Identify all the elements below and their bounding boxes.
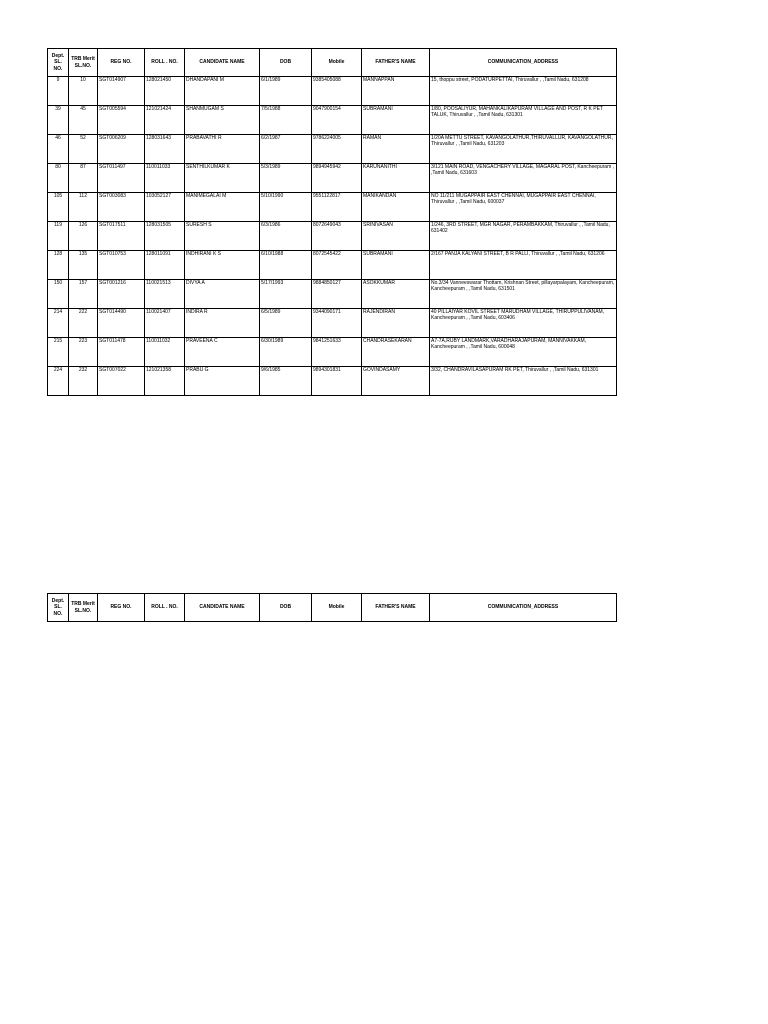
cell-reg-no: SGT014490 bbox=[98, 309, 145, 338]
cell-roll-no: 110021513 bbox=[145, 280, 185, 309]
cell-dob: 6/1/1989 bbox=[260, 77, 312, 106]
cell-reg-no: SGT003083 bbox=[98, 193, 145, 222]
cell-dob: 6/5/1989 bbox=[260, 309, 312, 338]
cell-reg-no: SGT011478 bbox=[98, 338, 145, 367]
cell-roll-no: 121021358 bbox=[145, 367, 185, 396]
cell-dept-sl-no: 214 bbox=[48, 309, 69, 338]
cell-trb-merit-sl-no: 10 bbox=[69, 77, 98, 106]
cell-dob: 9/6/1985 bbox=[260, 367, 312, 396]
header-fathers-name: FATHER'S NAME bbox=[362, 594, 430, 622]
table-row bbox=[48, 251, 617, 280]
cell-fathers-name: GOVINDASAMY bbox=[362, 367, 430, 396]
cell-candidate-name: DHANDAPANI M bbox=[185, 77, 260, 106]
cell-fathers-name: SUBRAMANI bbox=[362, 106, 430, 135]
cell-roll-no: 128031643 bbox=[145, 135, 185, 164]
header-dept-sl-no: Dept. SL. NO. bbox=[48, 594, 69, 622]
cell-mobile: 9786224005 bbox=[312, 135, 362, 164]
header-mobile: Mobile bbox=[312, 49, 362, 77]
table-row bbox=[48, 280, 617, 309]
header-roll-no: ROLL . NO. bbox=[145, 594, 185, 622]
cell-roll-no: 110011032 bbox=[145, 338, 185, 367]
cell-communication-address: 1/20A METTU STREET, KAVANGOLATHUR,THIRUVALLUR, KAVANGOLATHUR, Thiruvallur , ,Tamil Nadu, 631203 bbox=[430, 135, 617, 164]
table-header-row bbox=[48, 594, 617, 622]
cell-communication-address: 15, thoppu street, PODATURPETTAI, Thiruvallur , ,Tamil Nadu, 631208 bbox=[430, 77, 617, 106]
cell-trb-merit-sl-no: 222 bbox=[69, 309, 98, 338]
header-candidate-name: CANDIDATE NAME bbox=[185, 49, 260, 77]
cell-dept-sl-no: 80 bbox=[48, 164, 69, 193]
header-dept-sl-no: Dept. SL. NO. bbox=[48, 49, 69, 77]
cell-candidate-name: PRABU G bbox=[185, 367, 260, 396]
cell-candidate-name: INDIRA R bbox=[185, 309, 260, 338]
cell-mobile: 9894945942 bbox=[312, 164, 362, 193]
cell-dob: 6/3/1986 bbox=[260, 222, 312, 251]
cell-communication-address: 3/121 MAIN ROAD, VENGACHERY VILLAGE, MAGARAL POST, Kancheepuram , ,Tamil Nadu, 631603 bbox=[430, 164, 617, 193]
header-dob: DOB bbox=[260, 49, 312, 77]
cell-trb-merit-sl-no: 87 bbox=[69, 164, 98, 193]
cell-dept-sl-no: 150 bbox=[48, 280, 69, 309]
table-row bbox=[48, 367, 617, 396]
cell-reg-no: SGT006209 bbox=[98, 135, 145, 164]
cell-communication-address: 40 PILLAIYAR KOVIL STREET MARUDHAM VILLAGE, THIRUPPULIVANAM, Kancheepuram , ,Tamil Nadu, 603406 bbox=[430, 309, 617, 338]
cell-reg-no: SGT014907 bbox=[98, 77, 145, 106]
cell-trb-merit-sl-no: 52 bbox=[69, 135, 98, 164]
cell-trb-merit-sl-no: 232 bbox=[69, 367, 98, 396]
cell-fathers-name: ASOKKUMAR bbox=[362, 280, 430, 309]
table-row bbox=[48, 135, 617, 164]
cell-dob: 7/5/1988 bbox=[260, 106, 312, 135]
cell-dept-sl-no: 9 bbox=[48, 77, 69, 106]
cell-communication-address: No.3/34 Vanneeswarar Thottam, Krishnan Street, pillayarpalayam, Kancheepuram, Kancheepuram , ,Tamil Nadu, 631501 bbox=[430, 280, 617, 309]
cell-mobile: 8072649043 bbox=[312, 222, 362, 251]
cell-fathers-name: MANNAPPAN bbox=[362, 77, 430, 106]
cell-dept-sl-no: 119 bbox=[48, 222, 69, 251]
cell-dept-sl-no: 224 bbox=[48, 367, 69, 396]
cell-communication-address: 1/246, 3RD STREET, MGR NAGAR, PERAMBAKKAM, Thiruvallur , ,Tamil Nadu, 631402 bbox=[430, 222, 617, 251]
cell-mobile: 9884850127 bbox=[312, 280, 362, 309]
cell-dob: 5/17/1993 bbox=[260, 280, 312, 309]
cell-roll-no: 110021407 bbox=[145, 309, 185, 338]
cell-dob: 6/10/1988 bbox=[260, 251, 312, 280]
header-roll-no: ROLL . NO. bbox=[145, 49, 185, 77]
cell-dob: 5/10/1990 bbox=[260, 193, 312, 222]
cell-dept-sl-no: 215 bbox=[48, 338, 69, 367]
cell-communication-address: 1/80, POOSALIYUR, MAHANKALIKAPURAM VILLAGE AND POST, R K PET TALUK, Thiruvallur , ,Tamil Nadu, 631301 bbox=[430, 106, 617, 135]
cell-mobile: 9344090171 bbox=[312, 309, 362, 338]
cell-mobile: 8072545422 bbox=[312, 251, 362, 280]
cell-trb-merit-sl-no: 135 bbox=[69, 251, 98, 280]
header-dob: DOB bbox=[260, 594, 312, 622]
cell-trb-merit-sl-no: 45 bbox=[69, 106, 98, 135]
cell-reg-no: SGT017511 bbox=[98, 222, 145, 251]
cell-candidate-name: PRABAVATHI R bbox=[185, 135, 260, 164]
cell-candidate-name: SURESH S bbox=[185, 222, 260, 251]
cell-trb-merit-sl-no: 157 bbox=[69, 280, 98, 309]
cell-roll-no: 103052127 bbox=[145, 193, 185, 222]
table-row bbox=[48, 309, 617, 338]
header-trb-merit-sl-no: TRB Merit SL.NO. bbox=[69, 594, 98, 622]
cell-fathers-name: SUBRAMANI bbox=[362, 251, 430, 280]
cell-communication-address: 2/167 PANJA KALYANI STREET, B R PALLI, Thiruvallur , ,Tamil Nadu, 631206 bbox=[430, 251, 617, 280]
cell-dob: 6/2/1987 bbox=[260, 135, 312, 164]
cell-trb-merit-sl-no: 112 bbox=[69, 193, 98, 222]
cell-reg-no: SGT001216 bbox=[98, 280, 145, 309]
cell-trb-merit-sl-no: 223 bbox=[69, 338, 98, 367]
cell-fathers-name: RAJENDIRAN bbox=[362, 309, 430, 338]
cell-fathers-name: RAMAN bbox=[362, 135, 430, 164]
cell-fathers-name: KARUNANITHI bbox=[362, 164, 430, 193]
cell-candidate-name: DIVYA A bbox=[185, 280, 260, 309]
cell-candidate-name: PRAVEENA C bbox=[185, 338, 260, 367]
cell-dept-sl-no: 128 bbox=[48, 251, 69, 280]
header-reg-no: REG NO. bbox=[98, 49, 145, 77]
cell-mobile: 9894301831 bbox=[312, 367, 362, 396]
cell-roll-no: 128031505 bbox=[145, 222, 185, 251]
cell-communication-address: A7-7A,RUBY LANDMARK,VARADHARAJAPURAM, MANNIVAKKAM, Kancheepuram , ,Tamil Nadu, 600048 bbox=[430, 338, 617, 367]
cell-reg-no: SGT010753 bbox=[98, 251, 145, 280]
cell-candidate-name: INDHIRANI K S bbox=[185, 251, 260, 280]
cell-reg-no: SGT007022 bbox=[98, 367, 145, 396]
cell-fathers-name: SRINIVASAN bbox=[362, 222, 430, 251]
table-row bbox=[48, 77, 617, 106]
cell-fathers-name: CHANDRASEKARAN bbox=[362, 338, 430, 367]
cell-dob: 5/3/1989 bbox=[260, 164, 312, 193]
cell-mobile: 9047900154 bbox=[312, 106, 362, 135]
cell-dept-sl-no: 46 bbox=[48, 135, 69, 164]
header-reg-no: REG NO. bbox=[98, 594, 145, 622]
header-fathers-name: FATHER'S NAME bbox=[362, 49, 430, 77]
table-row bbox=[48, 222, 617, 251]
cell-candidate-name: SHANMUGAM S bbox=[185, 106, 260, 135]
cell-roll-no: 121021424 bbox=[145, 106, 185, 135]
cell-candidate-name: SENTHILKUMAR K bbox=[185, 164, 260, 193]
table-body bbox=[48, 77, 617, 396]
cell-mobile: 9841251633 bbox=[312, 338, 362, 367]
candidate-table bbox=[47, 48, 617, 396]
cell-dept-sl-no: 39 bbox=[48, 106, 69, 135]
table-row bbox=[48, 106, 617, 135]
cell-communication-address: NO 11/211 MUGAPPAIR EAST CHENNAI, MUGAPPAIR EAST CHENNAI, Thiruvallur , ,Tamil Nadu, 600037 bbox=[430, 193, 617, 222]
cell-roll-no: 128011091 bbox=[145, 251, 185, 280]
table-header-row bbox=[48, 49, 617, 77]
candidate-table-repeat-header bbox=[47, 593, 617, 622]
cell-communication-address: 3/32, CHANDRAVILASAPURAM RK PET, Thiruvallur , ,Tamil Nadu, 631301 bbox=[430, 367, 617, 396]
cell-reg-no: SGT011497 bbox=[98, 164, 145, 193]
table-row bbox=[48, 338, 617, 367]
header-communication-address: COMMUNICATION_ADDRESS bbox=[430, 594, 617, 622]
cell-dob: 6/30/1989 bbox=[260, 338, 312, 367]
header-candidate-name: CANDIDATE NAME bbox=[185, 594, 260, 622]
cell-reg-no: SGT005594 bbox=[98, 106, 145, 135]
header-trb-merit-sl-no: TRB Merit SL.NO. bbox=[69, 49, 98, 77]
table-row bbox=[48, 164, 617, 193]
cell-candidate-name: MANIMEGALAI M bbox=[185, 193, 260, 222]
cell-roll-no: 110011033 bbox=[145, 164, 185, 193]
cell-trb-merit-sl-no: 126 bbox=[69, 222, 98, 251]
cell-mobile: 9385405088 bbox=[312, 77, 362, 106]
header-mobile: Mobile bbox=[312, 594, 362, 622]
cell-roll-no: 128021450 bbox=[145, 77, 185, 106]
header-communication-address: COMMUNICATION_ADDRESS bbox=[430, 49, 617, 77]
cell-mobile: 9551122817 bbox=[312, 193, 362, 222]
table-row bbox=[48, 193, 617, 222]
cell-fathers-name: MANIKANDAN bbox=[362, 193, 430, 222]
cell-dept-sl-no: 105 bbox=[48, 193, 69, 222]
